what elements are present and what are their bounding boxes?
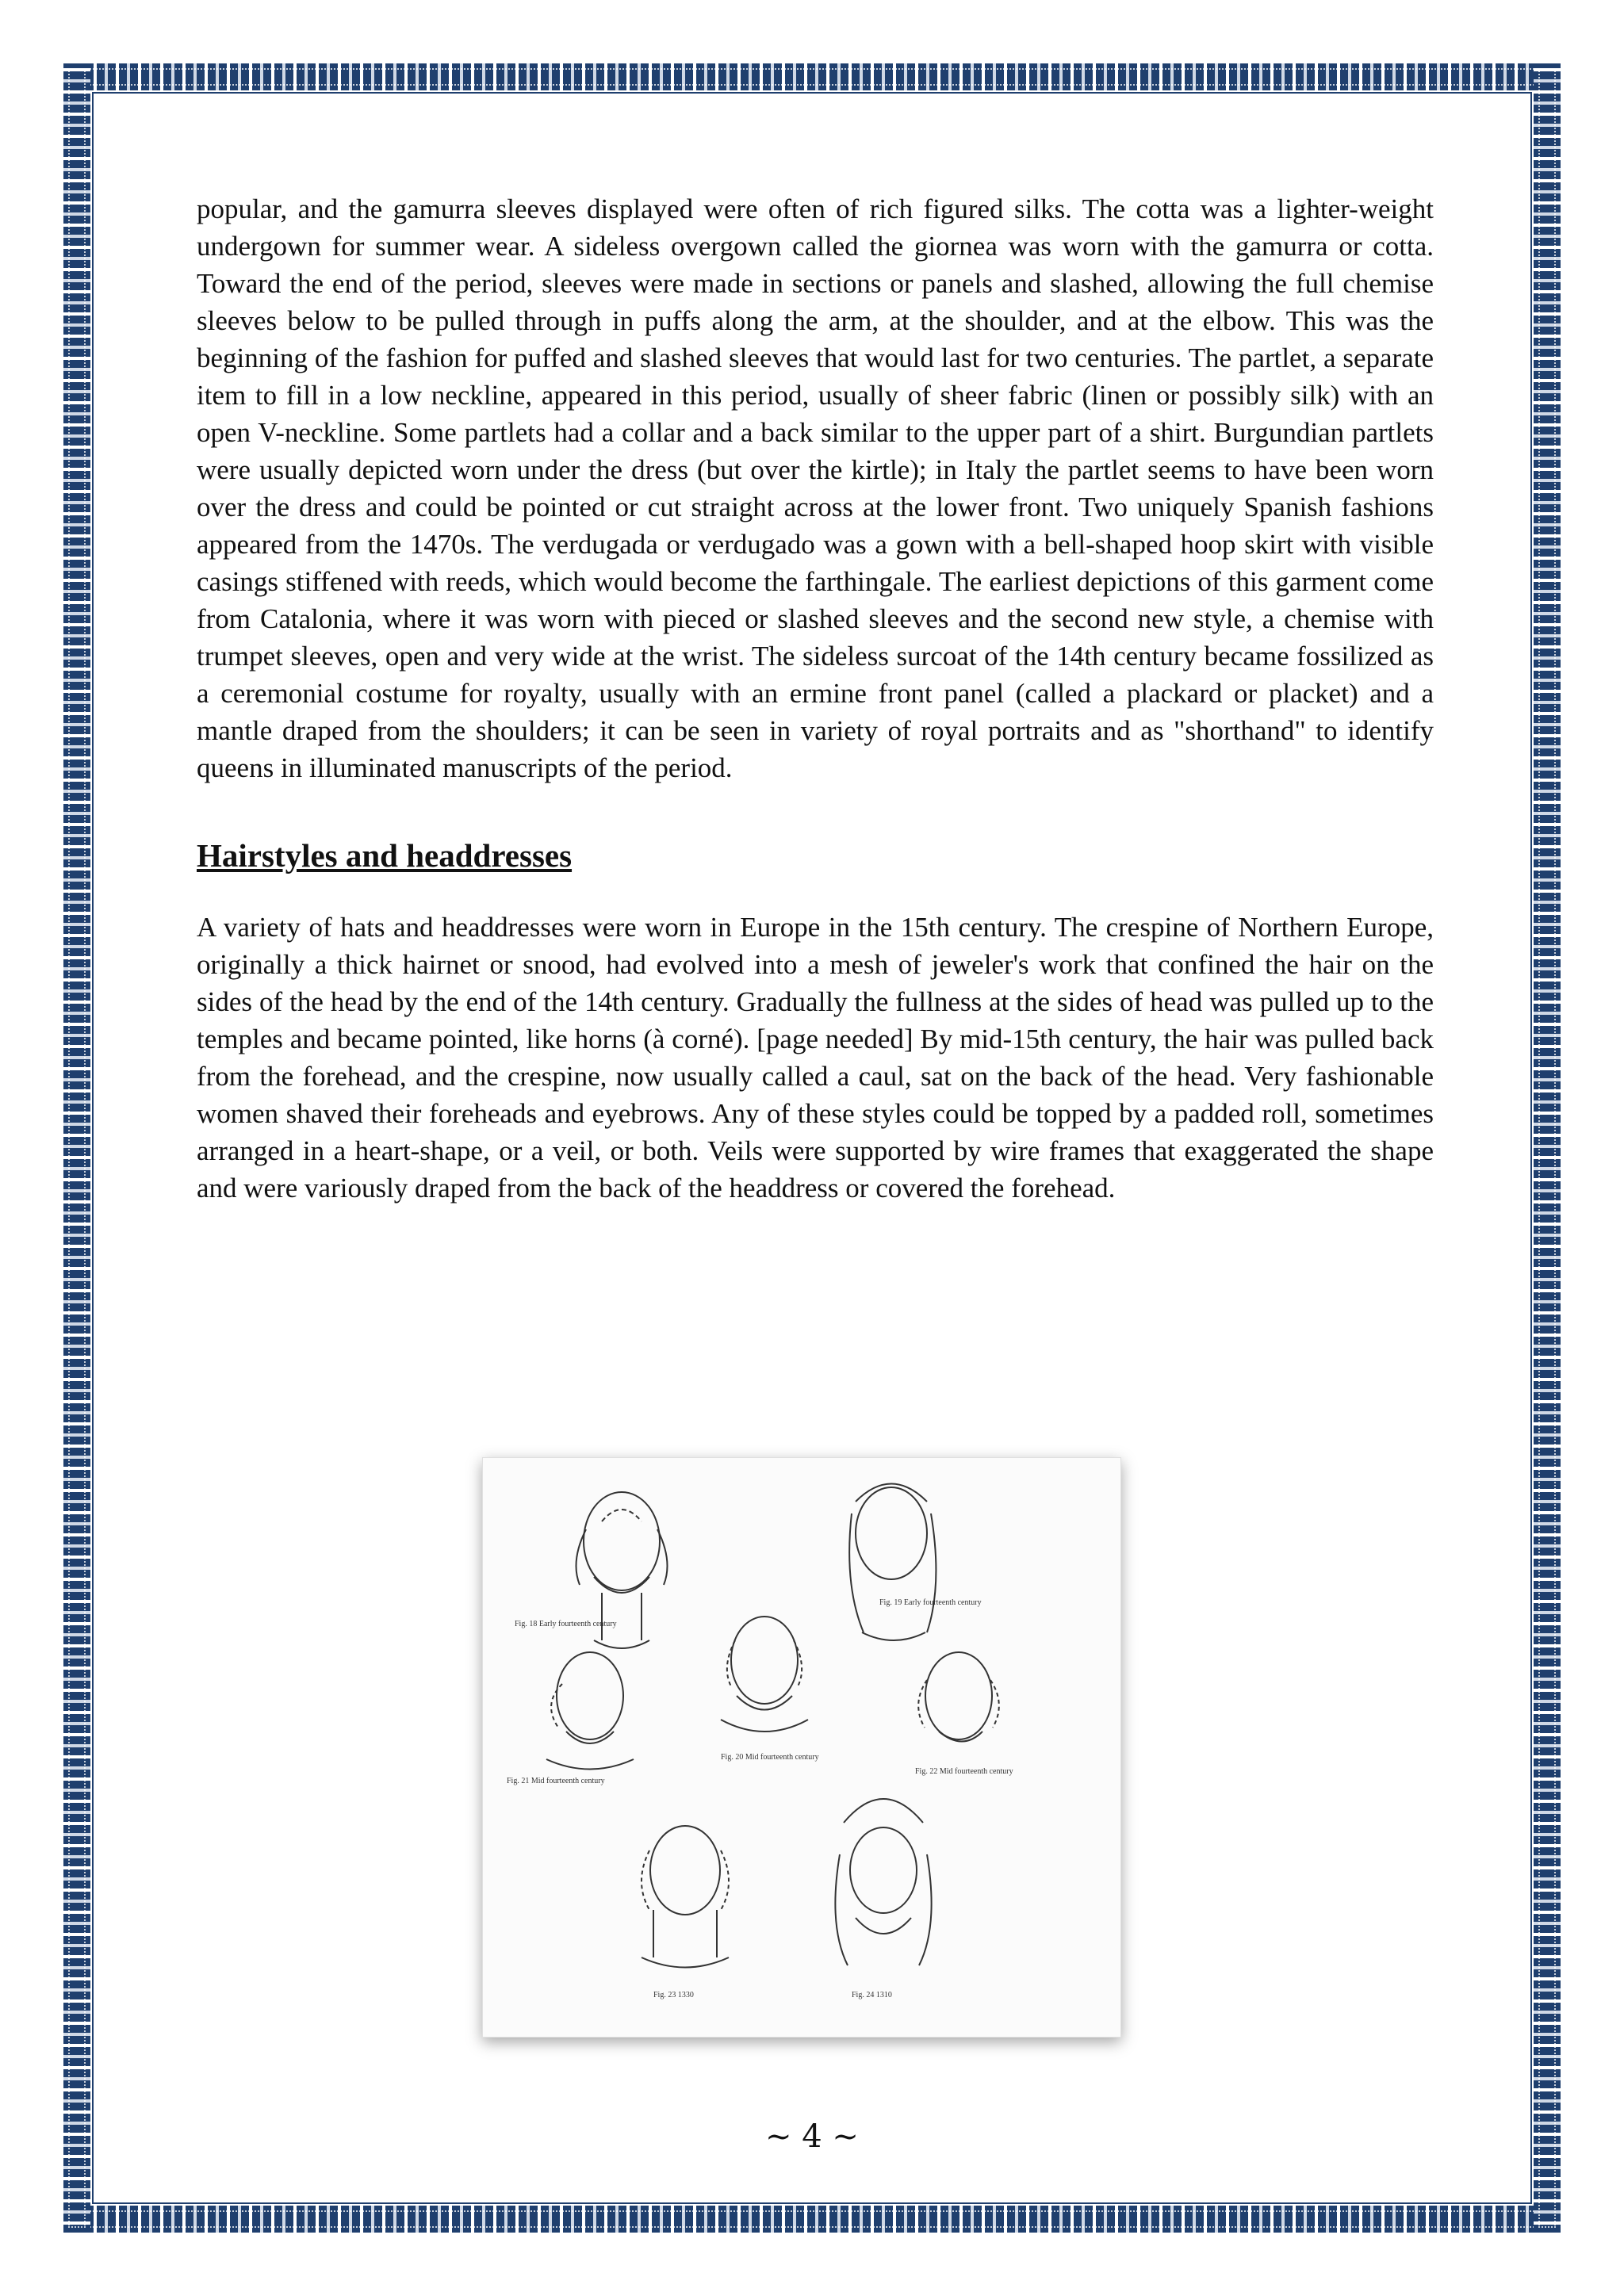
- sketch-fig-24: [835, 1799, 931, 1965]
- sketch-fig-19: [849, 1484, 936, 1641]
- page-content: [197, 190, 1434, 1207]
- page-number: ~ 4 ~: [765, 2118, 859, 2155]
- sketch-fig-23: [642, 1826, 729, 1968]
- caption-fig-22: Fig. 22 Mid fourteenth century: [915, 1767, 1013, 1776]
- paragraph-intro: popular, and the gamurra sleeves displayed were often of rich figured silks. The cotta was a lighter-weight undergown for summer wear. A sideless overgown called the giornea was worn with the gamurra or cotta. Toward the end of the period, sleeves were made in sections or panels and slashed, allowing the full chemise sleeves below to be pulled through in puffs along the arm, at the shoulder, and at the elbow. This was the beginning of the fashion for puffed and slashed sleeves that would last for two centuries. The partlet, a separate item to fill in a low neckline, appeared in this period, usually of sheer fabric (linen or possibly silk) with an open V-neckline. Some partlets had a collar and a back similar to the upper part of a shirt. Burgundian partlets were usually depicted worn under the dress (but over the kirtle); in Italy the partlet seems to have been worn over the dress and could be pointed or cut straight across at the lower front. Two uniquely Spanish fashions appeared from the 1470s. The verdugada or verdugado was a gown with a bell-shaped hoop skirt with visible casings stiffened with reeds, which would become the farthingale. The earliest depictions of this garment come from Catalonia, where it was worn with pieced or slashed sleeves and the second new style, a chemise with trumpet sleeves, open and very wide at the wrist. The sideless surcoat of the 14th century became fossilized as a ceremonial costume for royalty, usually with an ermine front panel (called a plackard or placket) and a mantle draped from the shoulders; it can be seen in variety of royal portraits and as "shorthand" to identify queens in illuminated manuscripts of the period.: [197, 193, 1434, 783]
- border-bottom: [63, 2206, 1561, 2233]
- headdress-sketches: [483, 1458, 1120, 2037]
- headdress-illustration: [482, 1457, 1121, 2038]
- paragraph-hairstyles: A variety of hats and headdresses were worn in Europe in the 15th century. The crespine of Northern Europe, originally a thick hairnet or snood, had evolved into a mesh of jeweler's work that confined the hair on the sides of the head by the end of the 14th century. Gradually the fullness at the sides of head was pulled up to the temples and became pointed, like horns (à corné). [page needed] By mid-15th century, the hair was pulled back from the forehead, and the crespine, now usually called a caul, sat on the back of the head. Very fashionable women shaved their foreheads and eyebrows. Any of these styles could be topped by a padded roll, sometimes arranged in a heart-shape, or a veil, or both. Veils were supported by wire frames that exaggerated the shape and were variously draped from the back of the headdress or covered the forehead.: [197, 912, 1434, 1203]
- border-right: [1534, 63, 1561, 2233]
- caption-fig-19: Fig. 19 Early fourteenth century: [879, 1598, 982, 1607]
- sketch-fig-21: [546, 1652, 634, 1770]
- sketch-fig-20: [721, 1617, 808, 1732]
- caption-fig-24: Fig. 24 1310: [852, 1991, 892, 1999]
- caption-fig-21: Fig. 21 Mid fourteenth century: [507, 1777, 605, 1785]
- caption-fig-20: Fig. 20 Mid fourteenth century: [721, 1753, 819, 1762]
- section-heading: Hairstyles and headdresses: [197, 837, 573, 874]
- border-left: [63, 63, 90, 2233]
- border-top: [63, 63, 1561, 90]
- caption-fig-18: Fig. 18 Early fourteenth century: [515, 1620, 617, 1628]
- caption-fig-23: Fig. 23 1330: [653, 1991, 694, 1999]
- sketch-fig-22: [918, 1652, 999, 1742]
